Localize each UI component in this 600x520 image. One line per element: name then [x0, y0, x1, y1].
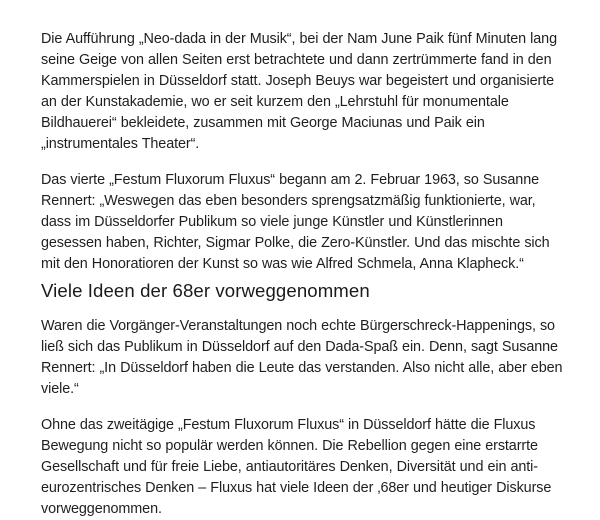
article-body-continued — [41, 316, 566, 520]
section-heading: Viele Ideen der 68er vorweggenommen — [41, 280, 370, 301]
paragraph-neo-dada: Die Aufführung „Neo-dada in der Musik“, bei der Nam June Paik fünf Minuten lang seine Geige von allen Seiten erst betrachtete und dann zertrümmerte fand in den Kammerspielen in Düsseldorf statt. Joseph Beuys war begeistert und organisierte an der Kunstakademie, wo er seit kurzem den „Lehrstuhl für monumentale Bildhauerei“ bekleidete, zusammen mit George Maciunas und Paik ein „instrumentales Theater“. — [41, 31, 557, 152]
paragraph-dada-spass: Waren die Vorgänger-Veranstaltungen noch echte Bürgerschreck-Happenings, so ließ sich das Publikum in Düsseldorf auf den Dada-Spaß ein. Denn, sagt Susanne Rennert: „In Düsseldorf haben die Leute das verstanden. Also nicht alle, aber eben viele.“ — [41, 318, 563, 397]
paragraph-fluxus-bewegung: Ohne das zweitägige „Festum Fluxorum Fluxus“ in Düsseldorf hätte die Fluxus Bewegung nicht so populär werden können. Die Rebellion gegen eine erstarrte Gesellschaft und für freie Liebe, antiautoritäres Denken, Diversität und ein anti-eurozentrisches Denken – Fluxus hat viele Ideen der ‚68er und heutiger Diskurse vorweggenommen. — [41, 417, 552, 517]
article-body — [0, 0, 566, 275]
paragraph-festum-fluxorum: Das vierte „Festum Fluxorum Fluxus“ begann am 2. Februar 1963, so Susanne Rennert: „Weswegen das eben besonders sprengsatzmäßig funktionierte, war, dass im Düsseldorfer Publikum so viele junge Künstler und Künstlerinnen gesessen haben, Richter, Sigmar Polke, die Zero-Künstler. Und das mischte sich mit den Honoratioren der Kunst so was wie Alfred Schmela, Anna Klapheck.“ — [41, 172, 550, 272]
